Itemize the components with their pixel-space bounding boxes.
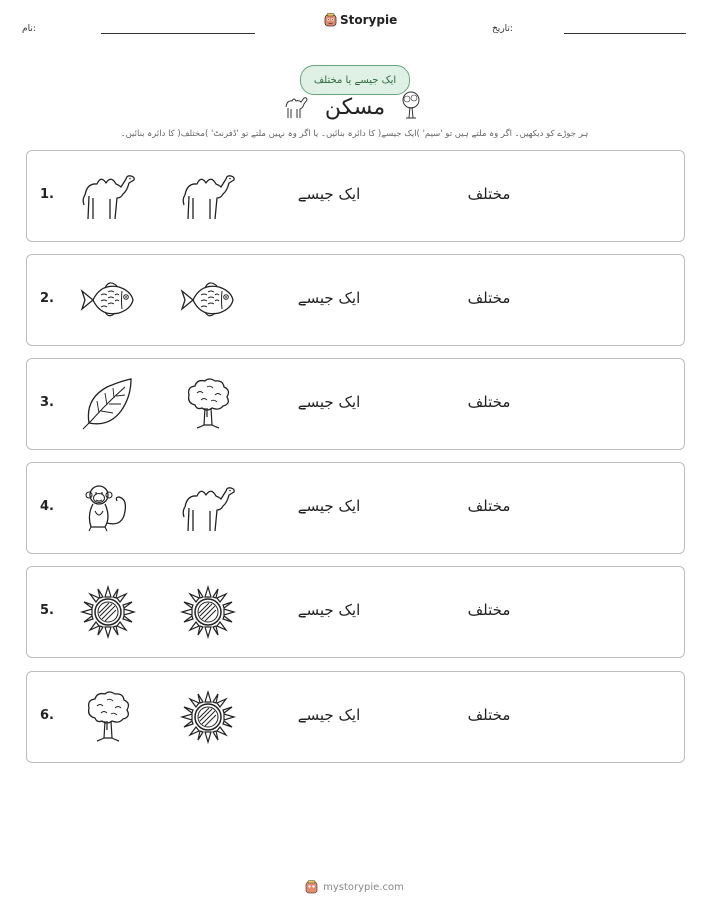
sun-icon — [179, 585, 237, 639]
monkey-icon — [79, 481, 137, 535]
different-option[interactable]: مختلف — [467, 706, 511, 724]
same-option[interactable]: ایک جیسے — [297, 706, 361, 724]
name-line[interactable] — [101, 33, 255, 34]
question-number: 1. — [40, 187, 54, 202]
footer — [0, 880, 709, 894]
leaf-icon — [79, 377, 137, 431]
question-number: 3. — [40, 395, 54, 410]
footer-site: mystorypie.com — [323, 881, 404, 893]
question-number: 6. — [40, 708, 54, 723]
worksheet-badge: ایک جیسے یا مختلف — [300, 65, 410, 95]
date-label: تاریخ: — [492, 24, 513, 34]
different-option[interactable]: مختلف — [467, 601, 511, 619]
brand-logo — [324, 13, 397, 27]
same-option[interactable]: ایک جیسے — [297, 601, 361, 619]
question-number: 4. — [40, 499, 54, 514]
same-option[interactable]: ایک جیسے — [297, 393, 361, 411]
different-option[interactable]: مختلف — [467, 497, 511, 515]
brand-name: Storypie — [340, 13, 398, 27]
same-option[interactable]: ایک جیسے — [297, 497, 361, 515]
tree-icon — [179, 377, 237, 431]
worksheet-title: مسکن — [324, 95, 386, 120]
storypie-logo-icon — [324, 13, 337, 27]
same-option[interactable]: ایک جیسے — [297, 289, 361, 307]
question-row — [26, 566, 685, 658]
camel-icon — [79, 169, 137, 223]
fish-icon — [179, 273, 237, 327]
question-row — [26, 671, 685, 763]
storypie-logo-icon — [305, 880, 318, 894]
different-option[interactable]: مختلف — [467, 289, 511, 307]
same-option[interactable]: ایک جیسے — [297, 185, 361, 203]
question-row — [26, 254, 685, 346]
camel-icon — [179, 169, 237, 223]
question-number: 5. — [40, 603, 54, 618]
sun-icon — [79, 585, 137, 639]
fish-icon — [79, 273, 137, 327]
question-number: 2. — [40, 291, 54, 306]
question-row — [26, 462, 685, 554]
question-row — [26, 358, 685, 450]
different-option[interactable]: مختلف — [467, 185, 511, 203]
tree-decoration-icon — [398, 90, 424, 120]
name-label: نام: — [22, 24, 36, 34]
different-option[interactable]: مختلف — [467, 393, 511, 411]
sun-icon — [179, 690, 237, 744]
question-row — [26, 150, 685, 242]
tree-icon — [79, 690, 137, 744]
camel-icon — [179, 481, 237, 535]
date-line[interactable] — [564, 33, 686, 34]
instructions: ہر جوڑے کو دیکھیں۔ اگر وہ ملتے ہیں تو 'سیم' )ایک جیسے( کا دائرہ بنائیں۔ یا اگر وہ نہیں ملتے تو 'ڈفرنٹ' )مختلف( کا دائرہ بنائیں۔ — [120, 129, 589, 139]
